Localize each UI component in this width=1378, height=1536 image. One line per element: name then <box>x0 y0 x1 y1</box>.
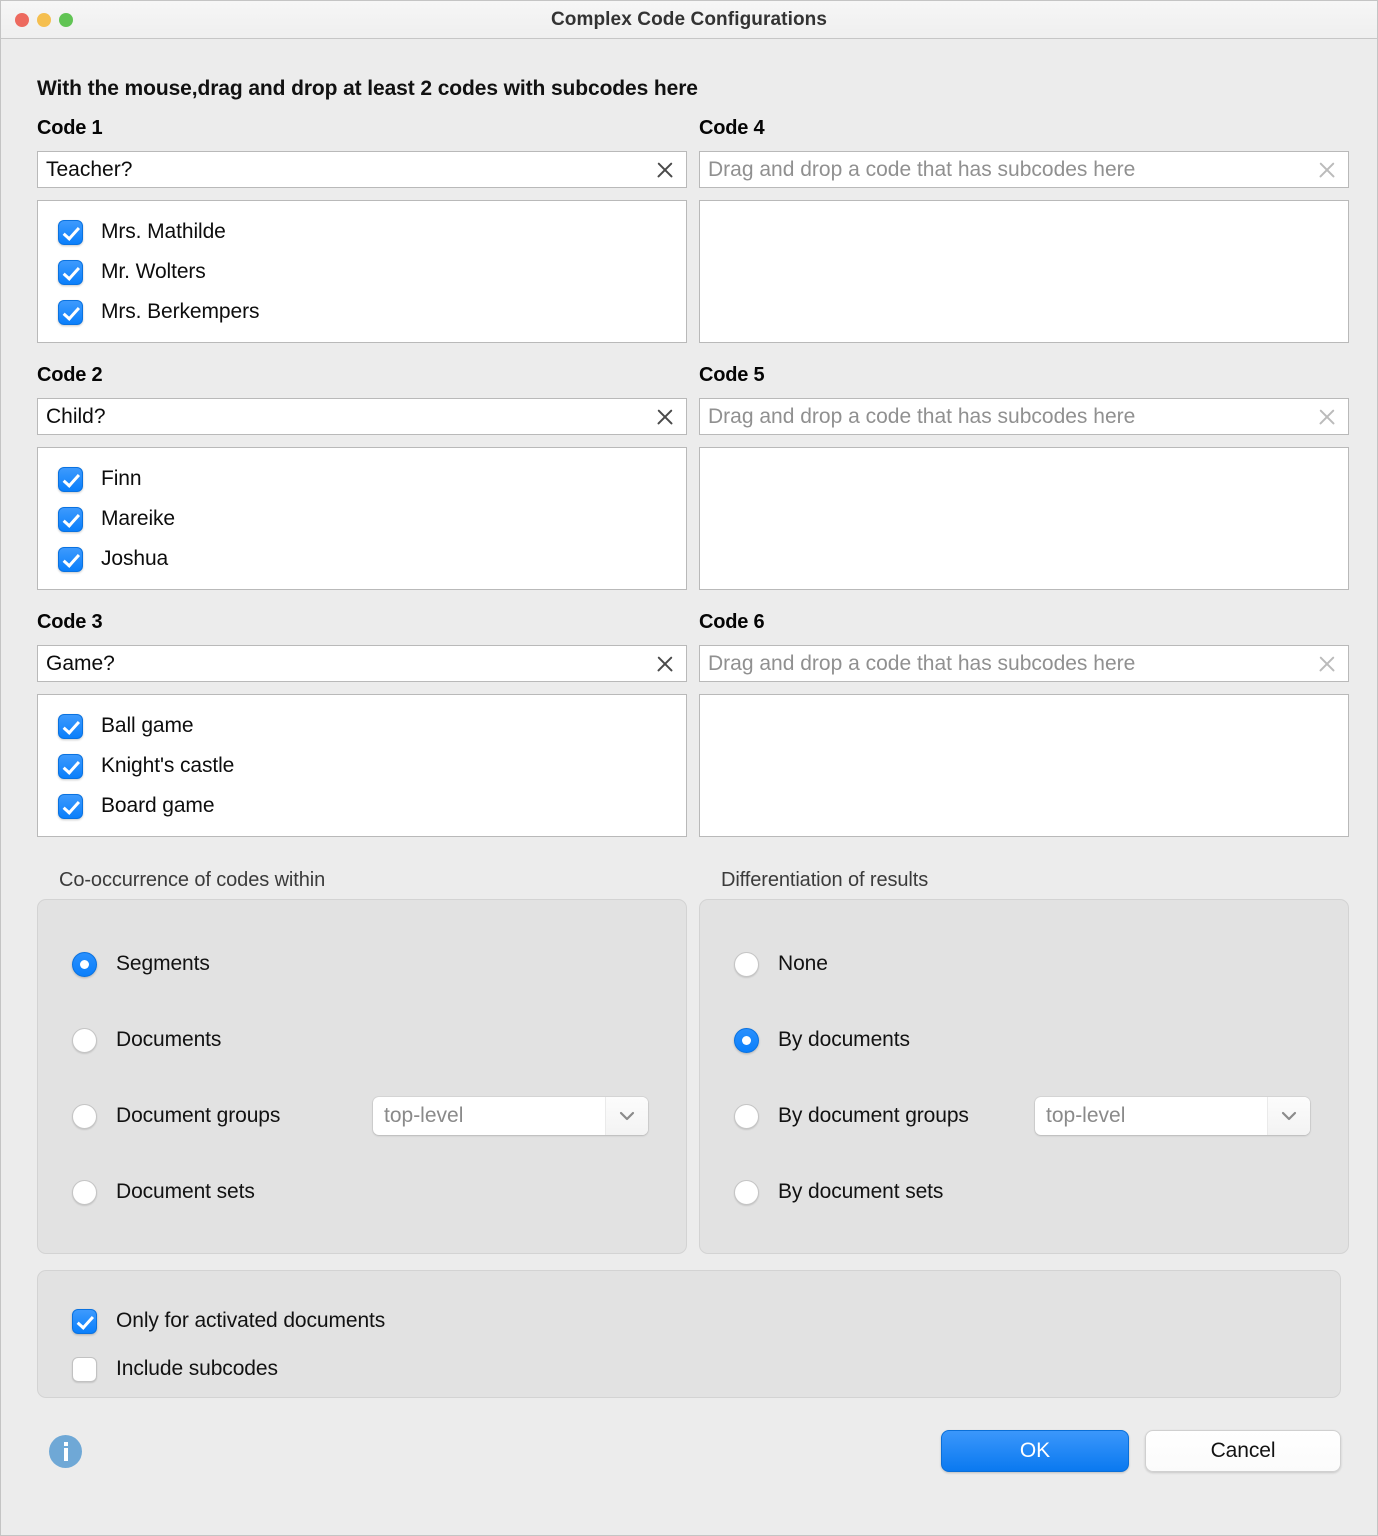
code-list-1[interactable] <box>37 200 687 343</box>
radio-icon[interactable] <box>734 1104 759 1129</box>
clear-icon-2[interactable] <box>653 405 677 429</box>
code-value-4: Drag and drop a code that has subcodes here <box>708 157 1136 181</box>
code-list-6[interactable] <box>699 694 1349 837</box>
radio-by-document-sets[interactable] <box>700 1154 1348 1230</box>
code-value-2: Child? <box>46 404 106 428</box>
radio-icon[interactable] <box>72 1180 97 1205</box>
radio-document-groups[interactable] <box>38 1078 686 1154</box>
clear-icon-4[interactable] <box>1315 158 1339 182</box>
radio-segments[interactable] <box>38 926 686 1002</box>
checkbox-icon[interactable] <box>58 507 83 532</box>
checkbox-icon[interactable] <box>58 547 83 572</box>
by-document-groups-select-value: top-level <box>1046 1104 1126 1127</box>
differentiation-group <box>699 869 1349 1254</box>
differentiation-title: Differentiation of results <box>721 869 929 891</box>
code-input-5[interactable] <box>699 398 1349 435</box>
checkbox-icon[interactable] <box>58 220 83 245</box>
list-item-label: Board game <box>101 794 215 817</box>
code-input-6[interactable] <box>699 645 1349 682</box>
radio-document-sets[interactable] <box>38 1154 686 1230</box>
chevron-down-icon[interactable] <box>1267 1097 1310 1135</box>
radio-label: By document sets <box>778 1180 944 1203</box>
list-item-label: Mrs. Berkempers <box>101 300 260 323</box>
code-block-1 <box>37 117 687 343</box>
clear-icon-1[interactable] <box>653 158 677 182</box>
radio-icon[interactable] <box>734 952 759 977</box>
checkbox-icon[interactable] <box>72 1357 97 1382</box>
checkbox-icon[interactable] <box>58 794 83 819</box>
list-item-label: Ball game <box>101 714 194 737</box>
checkbox-icon[interactable] <box>58 467 83 492</box>
code-value-3: Game? <box>46 651 115 675</box>
radio-icon[interactable] <box>72 1028 97 1053</box>
cancel-button[interactable]: Cancel <box>1145 1430 1341 1472</box>
list-item-label: Knight's castle <box>101 754 235 777</box>
radio-icon[interactable] <box>72 1104 97 1129</box>
document-groups-select[interactable] <box>373 1097 648 1135</box>
close-button[interactable] <box>15 13 29 27</box>
instruction-text: With the mouse,drag and drop at least 2 codes with subcodes here <box>37 77 698 100</box>
list-item-label: Mrs. Mathilde <box>101 220 226 243</box>
list-item-label: Finn <box>101 467 142 490</box>
checkbox-include-subcodes[interactable] <box>38 1345 1340 1393</box>
clear-icon-3[interactable] <box>653 652 677 676</box>
code-input-1[interactable] <box>37 151 687 188</box>
list-item[interactable] <box>38 292 686 332</box>
list-item[interactable] <box>38 212 686 252</box>
clear-icon-6[interactable] <box>1315 652 1339 676</box>
list-item[interactable] <box>38 539 686 579</box>
radio-by-documents[interactable] <box>700 1002 1348 1078</box>
checkbox-icon[interactable] <box>58 754 83 779</box>
list-item[interactable] <box>38 459 686 499</box>
radio-label: By documents <box>778 1028 910 1051</box>
radio-label: By document groups <box>778 1104 969 1127</box>
radio-documents[interactable] <box>38 1002 686 1078</box>
radio-label: None <box>778 952 828 975</box>
list-item[interactable] <box>38 252 686 292</box>
code-list-4[interactable] <box>699 200 1349 343</box>
document-groups-select-value: top-level <box>384 1104 464 1127</box>
footer <box>37 1430 1341 1498</box>
radio-none[interactable] <box>700 926 1348 1002</box>
code-value-5: Drag and drop a code that has subcodes here <box>708 404 1136 428</box>
radio-label: Segments <box>116 952 210 975</box>
radio-icon[interactable] <box>72 952 97 977</box>
code-input-3[interactable] <box>37 645 687 682</box>
chevron-down-icon[interactable] <box>605 1097 648 1135</box>
code-label-2: Code 2 <box>37 364 103 386</box>
cooccurrence-title: Co-occurrence of codes within <box>59 869 326 891</box>
minimize-button[interactable] <box>37 13 51 27</box>
code-value-1: Teacher? <box>46 157 133 181</box>
code-block-5 <box>699 364 1349 590</box>
settings-row <box>37 869 1341 1254</box>
checkbox-icon[interactable] <box>58 714 83 739</box>
radio-icon[interactable] <box>734 1028 759 1053</box>
code-block-2 <box>37 364 687 590</box>
code-block-6 <box>699 611 1349 837</box>
code-block-4 <box>699 117 1349 343</box>
code-label-1: Code 1 <box>37 117 103 139</box>
checkbox-icon[interactable] <box>72 1309 97 1334</box>
list-item[interactable] <box>38 706 686 746</box>
code-label-3: Code 3 <box>37 611 103 633</box>
zoom-button[interactable] <box>59 13 73 27</box>
list-item-label: Mr. Wolters <box>101 260 206 283</box>
cooccurrence-group <box>37 869 687 1254</box>
by-document-groups-select[interactable] <box>1035 1097 1310 1135</box>
radio-icon[interactable] <box>734 1180 759 1205</box>
codes-grid <box>37 117 1341 858</box>
code-list-2[interactable] <box>37 447 687 590</box>
cooccurrence-box <box>37 899 687 1254</box>
list-item-label: Joshua <box>101 547 169 570</box>
checkbox-label: Include subcodes <box>116 1357 278 1380</box>
radio-by-document-groups[interactable] <box>700 1078 1348 1154</box>
code-list-5[interactable] <box>699 447 1349 590</box>
list-item-label: Mareike <box>101 507 175 530</box>
dialog-body <box>1 39 1377 1498</box>
code-block-3 <box>37 611 687 837</box>
window-controls <box>15 13 73 27</box>
code-input-4[interactable] <box>699 151 1349 188</box>
ok-button[interactable]: OK <box>941 1430 1129 1472</box>
radio-label: Documents <box>116 1028 222 1051</box>
code-input-2[interactable] <box>37 398 687 435</box>
checkbox-icon[interactable] <box>58 300 83 325</box>
code-label-5: Code 5 <box>699 364 765 386</box>
radio-label: Document sets <box>116 1180 255 1203</box>
options-panel <box>37 1270 1341 1398</box>
list-item[interactable] <box>38 746 686 786</box>
checkbox-icon[interactable] <box>58 260 83 285</box>
checkbox-only-activated-documents[interactable] <box>38 1297 1340 1345</box>
differentiation-box <box>699 899 1349 1254</box>
info-icon[interactable] <box>49 1435 82 1468</box>
title-bar <box>1 1 1377 39</box>
list-item[interactable] <box>38 499 686 539</box>
code-list-3[interactable] <box>37 694 687 837</box>
radio-label: Document groups <box>116 1104 281 1127</box>
clear-icon-5[interactable] <box>1315 405 1339 429</box>
code-label-4: Code 4 <box>699 117 765 139</box>
list-item[interactable] <box>38 786 686 826</box>
code-label-6: Code 6 <box>699 611 765 633</box>
code-value-6: Drag and drop a code that has subcodes here <box>708 651 1136 675</box>
checkbox-label: Only for activated documents <box>116 1309 386 1332</box>
window-title: Complex Code Configurations <box>550 8 828 30</box>
